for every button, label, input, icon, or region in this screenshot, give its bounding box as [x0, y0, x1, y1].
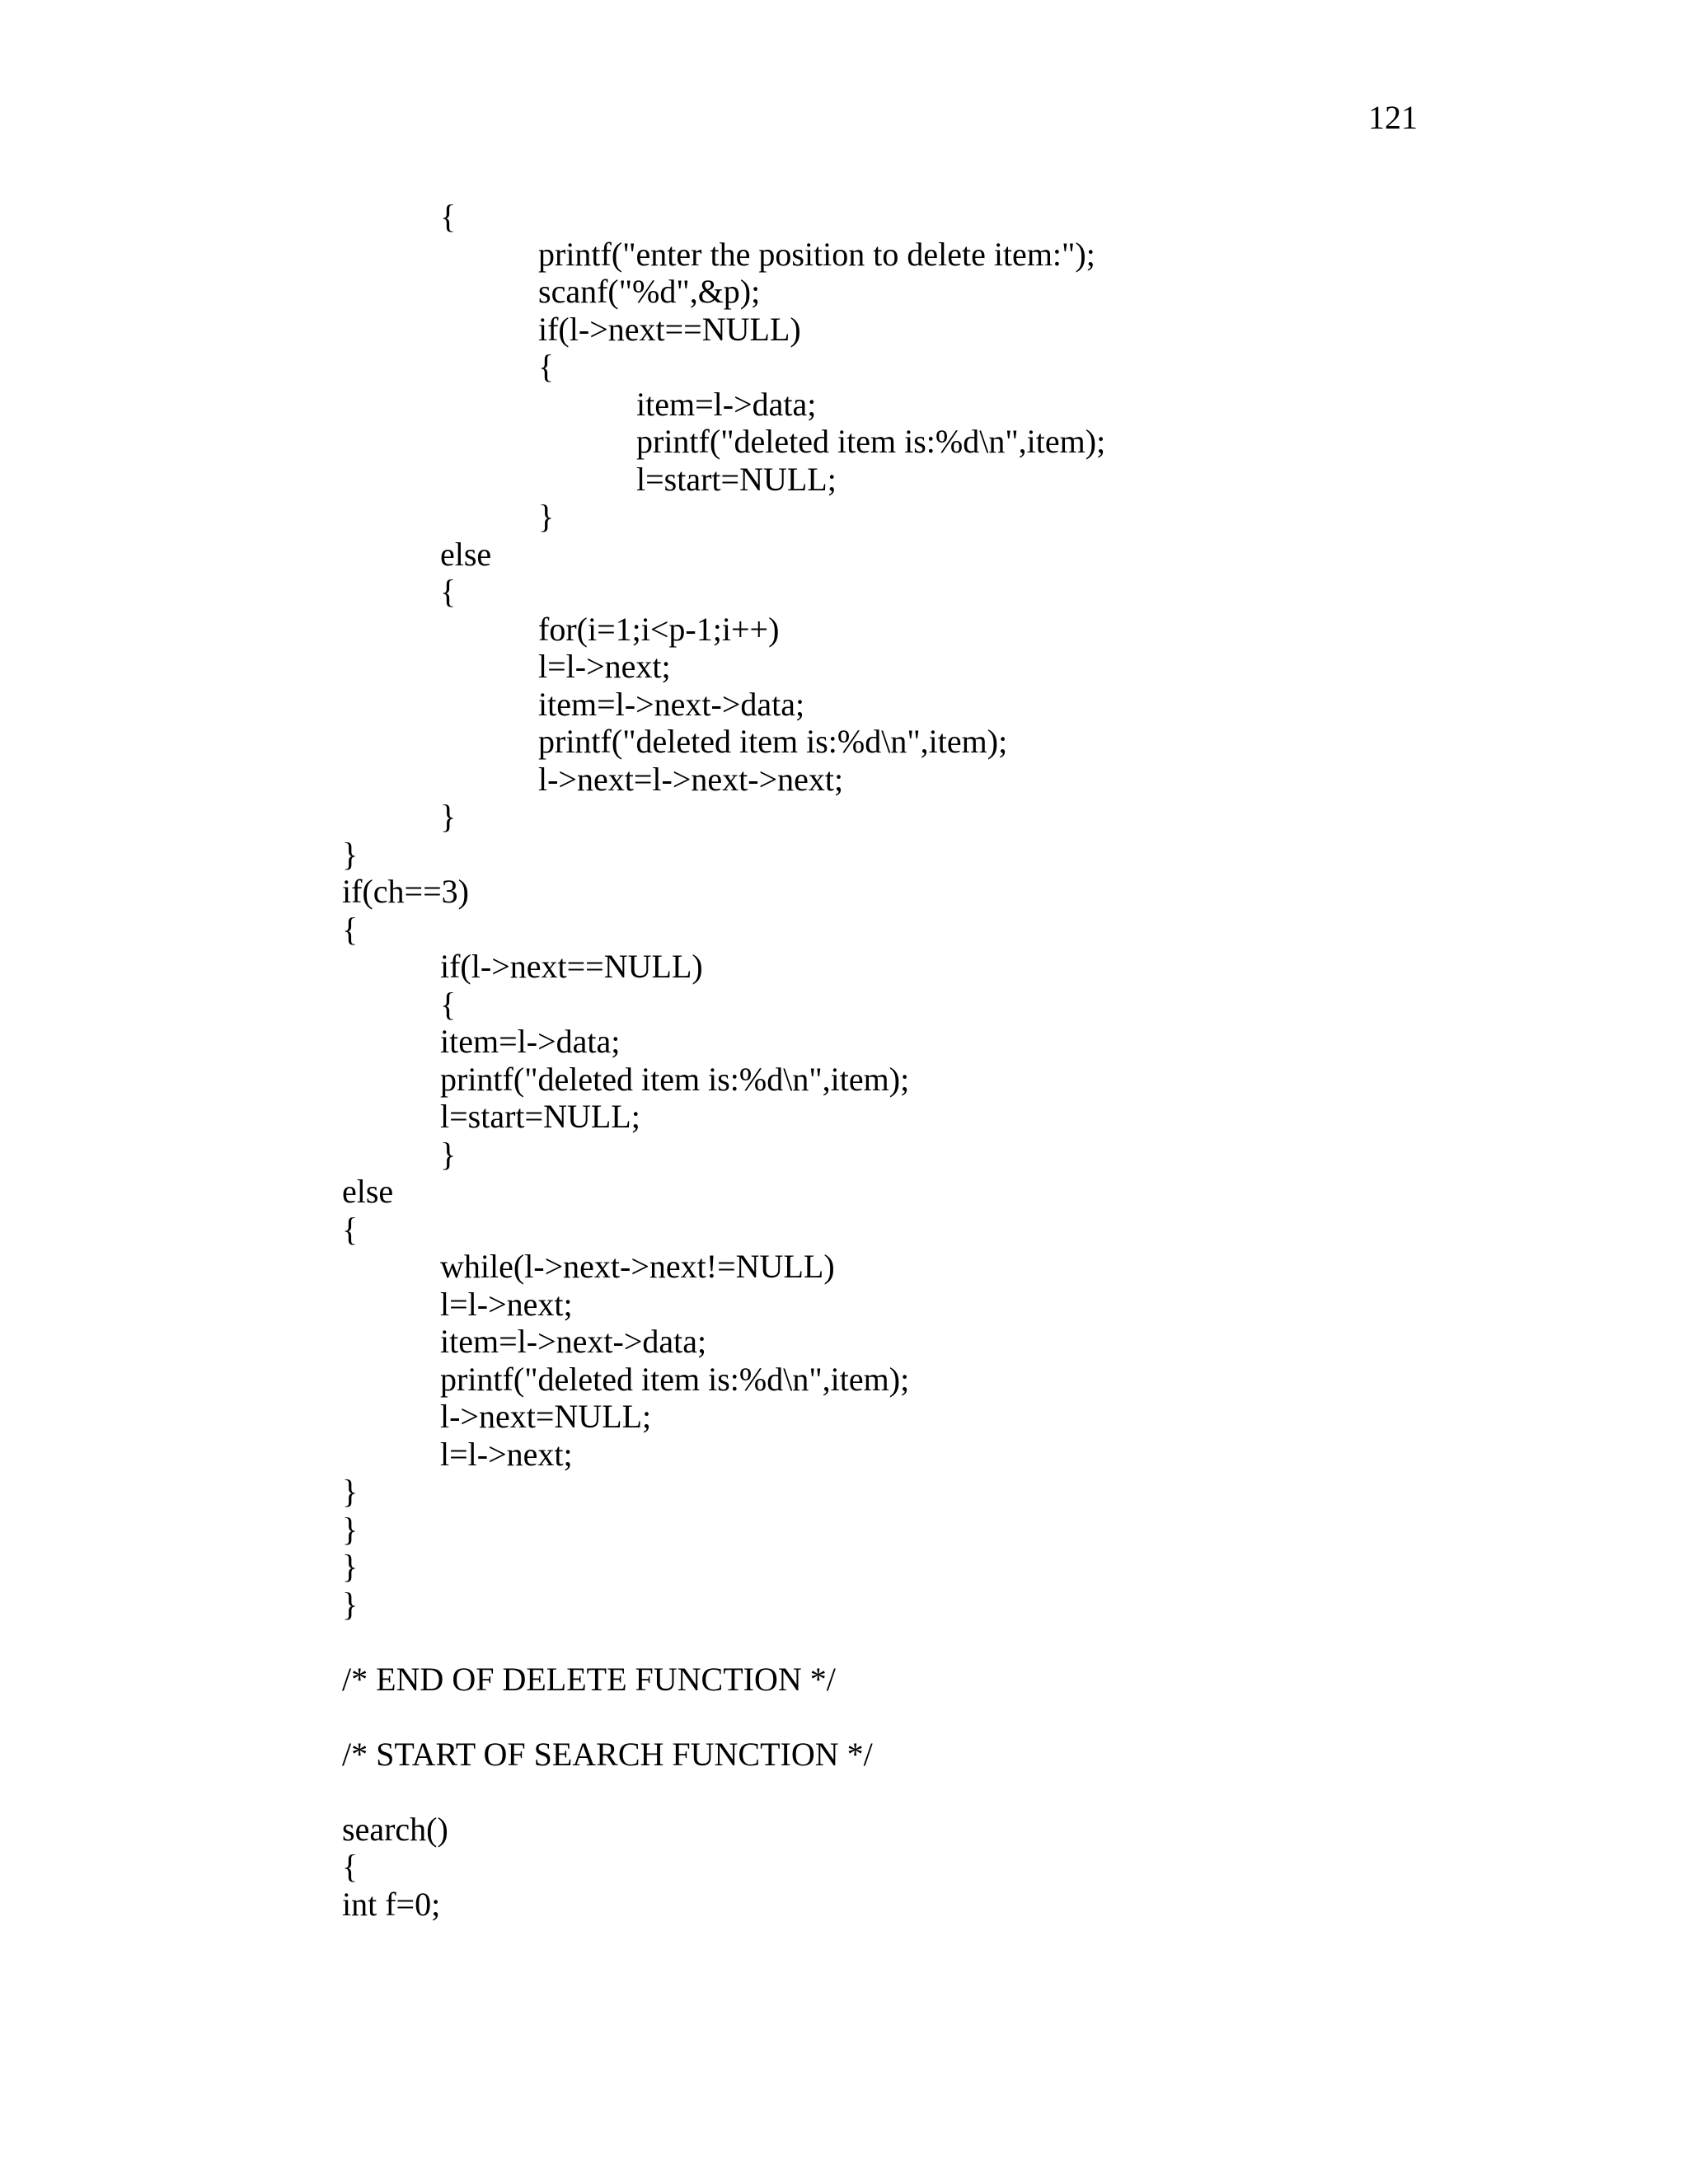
code-line: else	[342, 1173, 394, 1210]
code-line: for(i=1;i<p-1;i++)	[538, 610, 780, 648]
code-line: l=l->next;	[440, 1435, 573, 1473]
code-line: else	[440, 535, 492, 573]
code-line: }	[440, 1135, 457, 1173]
code-line: {	[342, 910, 359, 948]
code-line: {	[440, 198, 457, 235]
code-line: /* END OF DELETE FUNCTION */	[342, 1660, 836, 1698]
page-number: 121	[1368, 99, 1418, 136]
code-line: if(l->next==NULL)	[440, 948, 703, 985]
code-line: int f=0;	[342, 1885, 441, 1923]
code-line: {	[342, 1848, 359, 1885]
code-line: search()	[342, 1810, 448, 1848]
code-line: l->next=l->next->next;	[538, 760, 844, 798]
code-line: if(l->next==NULL)	[538, 310, 801, 348]
code-line: }	[440, 798, 457, 835]
code-line: item=l->data;	[440, 1023, 621, 1060]
code-line: printf("deleted item is:%d\n",item);	[440, 1060, 910, 1098]
code-line: }	[342, 1548, 359, 1585]
code-line: if(ch==3)	[342, 873, 469, 910]
code-line: }	[538, 498, 555, 535]
code-line: item=l->next->data;	[440, 1323, 707, 1360]
code-line: printf("enter the position to delete item:");	[538, 235, 1095, 273]
code-line: {	[342, 1210, 359, 1248]
code-line: printf("deleted item is:%d\n",item);	[440, 1360, 910, 1398]
code-line: {	[440, 985, 457, 1023]
code-line: }	[342, 835, 359, 873]
code-line: printf("deleted item is:%d\n",item);	[538, 723, 1008, 760]
code-line: /* START OF SEARCH FUNCTION */	[342, 1735, 873, 1773]
code-line: }	[342, 1510, 359, 1548]
code-line: while(l->next->next!=NULL)	[440, 1248, 835, 1285]
code-line: {	[538, 348, 555, 385]
code-line: item=l->data;	[636, 385, 817, 423]
code-line: l=l->next;	[538, 648, 671, 685]
code-line: l=l->next;	[440, 1285, 573, 1323]
code-line: l=start=NULL;	[440, 1098, 640, 1135]
code-line: item=l->next->data;	[538, 685, 805, 723]
code-line: }	[342, 1473, 359, 1510]
code-line: printf("deleted item is:%d\n",item);	[636, 423, 1106, 460]
code-line: scanf("%d",&p);	[538, 273, 761, 310]
code-line: l=start=NULL;	[636, 460, 837, 498]
code-line: }	[342, 1585, 359, 1623]
code-line: l->next=NULL;	[440, 1398, 652, 1435]
code-line: {	[440, 573, 457, 610]
